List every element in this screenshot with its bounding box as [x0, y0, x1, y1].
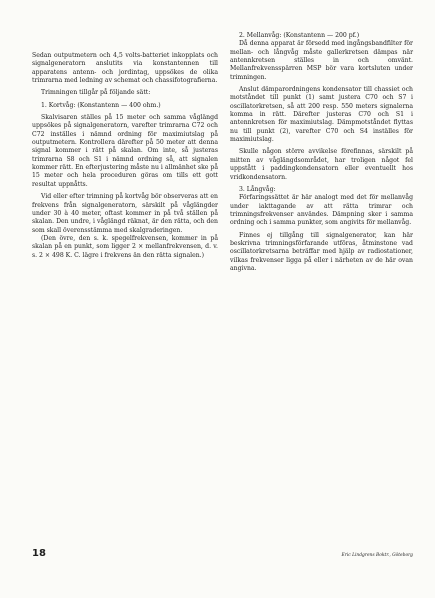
section-heading: 1. Kortvåg: (Konstantenn — 400 ohm.) [41, 101, 161, 109]
printer-imprint: Eric Lindgrens Boktr., Göteborg [341, 553, 413, 558]
paragraph: Skalvisaren ställes på 15 meter och samma våglängd uppsökes på signalgeneratorn, varefter trimrarna C72 och C72 inställes i nämnd ordning för maximiutslag på outputmetern. Kontrollera därefter på 50 meter att denna signal kommer i rätt på skalan. Om inte, så justeras trimrarna S8 och S1 i nämnd ordning så, att signalen kommer rätt. En efterjustering måste nu i allmänhet ske på 15 meter och hela proceduren göras om tills ett gott resultat uppnåtts. [32, 114, 218, 188]
paragraph: Sedan outputmetern och 4,5 volts-batteriet inkopplats och signalgeneratorn anslutits via konstantennen till apparatens antenn- och jordintag, uppsökes de olika trimrarna med ledning av schemat och chassifotografierna. [32, 52, 218, 85]
paragraph: Finnes ej tillgång till signalgenerator, kan här beskrivna trimningsförfarande utföras, åtminstone vad oscillatorkretsarna beträffar med hjälp av radiostationer, vilkas frekvenser ligga på eller i närheten av de här ovan angivna. [230, 231, 413, 272]
paragraph: Då denna apparat är försedd med ingångsbandfilter för mellan- och långvåg måste gallerkretsen dämpas när antennkretsen ställes in och omvänt. Mellanfrekvensspärren MSP bör vara kortsluten under trimningen. [230, 40, 413, 81]
section-heading: 2. Mellanvåg: (Konstantenn — 200 pf.) [239, 32, 360, 39]
section-heading: 3. Långvåg: [239, 185, 276, 193]
right-text-column [230, 32, 413, 273]
page-number: 18 [32, 548, 46, 559]
left-text-column [32, 52, 218, 260]
paragraph: Skulle någon större avvikelse förefinnas, särskilt på mitten av våglängdsområdet, har troligen något fel uppstått i paddingkondensatorn eller eventuellt hos vridkondensatorn. [230, 148, 413, 181]
paragraph: (Den övre, den s. k. spegelfrekvensen, kommer in på skalan på en punkt, som ligger 2 × mellanfrekvensen, d. v. s. 2 × 498 K. C. lägre i frekvens än den rätta signalen.) [32, 234, 218, 259]
paragraph: Vid eller efter trimning på kortvåg bör observeras att en frekvens från signalgeneratorn, särskilt på våglängder under 30 à 40 meter, oftast kommer in på två ställen på skalan. Den undre, i våglängd räknat, är den rätta, och den som skall överensstämma med skalgraderingen. [32, 193, 218, 234]
paragraph: Förfaringssättet är här analogt med det för mellanvåg under iakttagande av att rätta trimrar och trimningsfrekvenser användes. Dämpning sker i samma ordning och i samma punkter, som angivits för mellanvåg. [230, 194, 413, 227]
paragraph: Trimningen tillgår på följande sätt: [41, 89, 151, 97]
paragraph: Anslut dämparordningens kondensator till chassiet och motståndet till punkt (1) samt justera C70 och S7 i oscillatorkretsen, så att 200 resp. 550 meters signalerna komma in rätt. Därefter justeras C70 och S1 i antennkretsen för maximiutslag. Dämpmotståndet flyttas nu till punkt (2), varefter C70 och S4 inställes för maximiutslag. [230, 86, 413, 144]
